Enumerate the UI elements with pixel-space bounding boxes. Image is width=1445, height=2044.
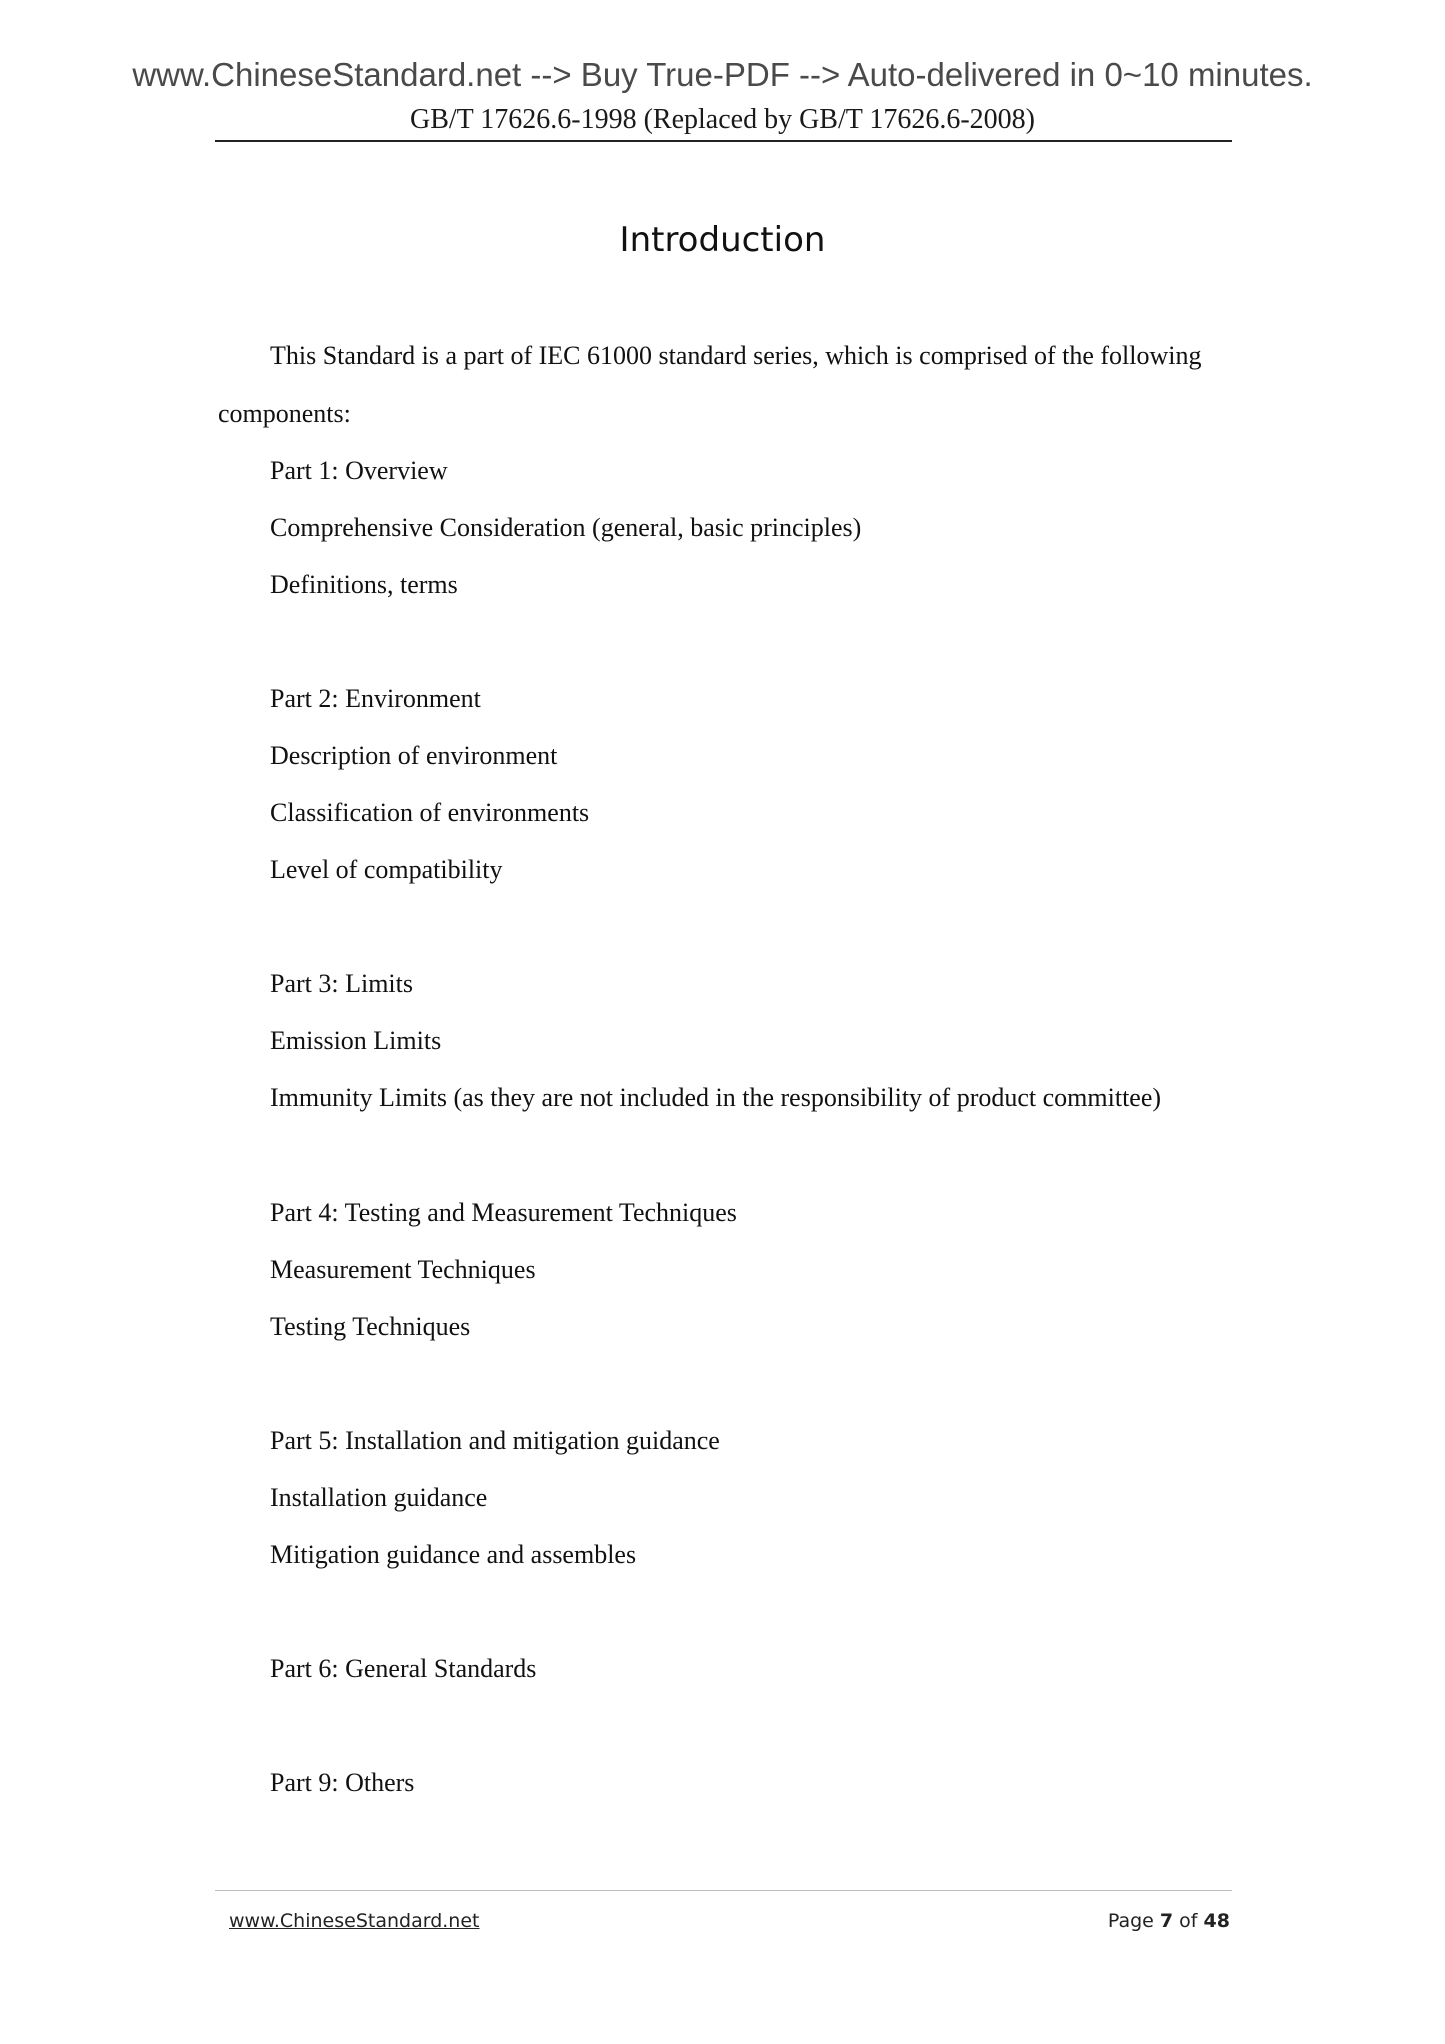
part-2-item-1: Description of environment <box>270 741 558 770</box>
part-2-heading: Part 2: Environment <box>270 684 481 713</box>
page-title: Introduction <box>619 220 826 260</box>
intro-line-1: This Standard is a part of IEC 61000 standard series, which is comprised of the following <box>270 341 1202 370</box>
total-pages: 48 <box>1203 1910 1230 1932</box>
part-1-heading: Part 1: Overview <box>270 456 448 485</box>
part-4-heading: Part 4: Testing and Measurement Techniques <box>270 1198 737 1227</box>
part-4-item-2: Testing Techniques <box>270 1312 471 1341</box>
part-5-item-2: Mitigation guidance and assembles <box>270 1540 637 1569</box>
page-label: Page <box>1107 1910 1154 1932</box>
part-2-item-2: Classification of environments <box>270 798 590 827</box>
part-1-item-2: Definitions, terms <box>270 570 458 599</box>
part-4-item-1: Measurement Techniques <box>270 1255 536 1284</box>
part-3-heading: Part 3: Limits <box>270 969 413 998</box>
document-id: GB/T 17626.6-1998 (Replaced by GB/T 17626.6-2008) <box>409 104 1035 135</box>
part-6-heading: Part 6: General Standards <box>270 1654 537 1683</box>
part-5-heading: Part 5: Installation and mitigation guidance <box>270 1426 720 1455</box>
header-banner[interactable]: www.ChineseStandard.net --> Buy True-PDF --> Auto-delivered in 0~10 minutes. <box>132 56 1313 93</box>
intro-line-2: components: <box>218 399 351 428</box>
footer-divider <box>215 1890 1232 1891</box>
header-divider <box>215 140 1232 142</box>
part-2-item-3: Level of compatibility <box>270 855 503 884</box>
page-of-label: of <box>1179 1910 1198 1932</box>
part-3-item-2: Immunity Limits (as they are not included in the responsibility of product committee) <box>270 1083 1162 1112</box>
page-number <box>1108 1910 1230 1932</box>
footer-site-link[interactable]: www.ChineseStandard.net <box>229 1910 480 1932</box>
part-9-heading: Part 9: Others <box>270 1768 415 1797</box>
part-5-item-1: Installation guidance <box>270 1483 488 1512</box>
part-1-item-1: Comprehensive Consideration (general, basic principles) <box>270 513 862 542</box>
current-page: 7 <box>1159 1910 1174 1932</box>
part-3-item-1: Emission Limits <box>270 1026 442 1055</box>
